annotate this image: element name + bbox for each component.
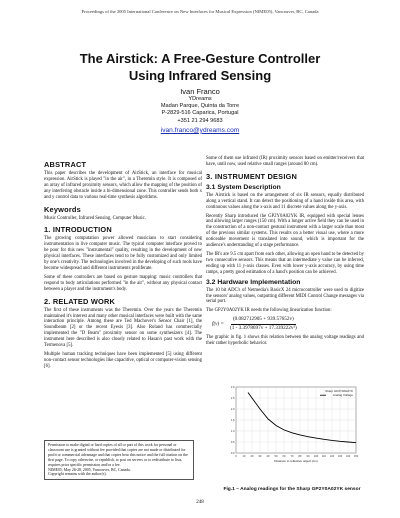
introduction-paragraph-1: The growing computation power allowed musicians to start considering instrumentation in live computer music. The typical computer interface proved to be poor for this new "instrumental" quality, resulting in the development of new physical interfaces. These interfaces tend to be fully customized and only limited by one's creativity. The technologies involved in the developing of such tools have become widespread and different instruments proliferate. [44, 236, 202, 271]
formula-fraction [228, 317, 299, 332]
introduction-paragraph-2: Some of these controllers are based on gesture mapping: music controllers that respond to body articulations performed "in the air", without any physical contact between a player and the instrument's body. [44, 274, 202, 292]
hardware-heading: 3.2 Hardware Implementation [206, 278, 301, 286]
chart-legend-series: Analog Voltage [332, 393, 353, 398]
related-work-paragraph-2: Multiple human tracking techniques have been implemented [5] using different non-contact sensor technologies like capacitive, optical or computer-vision sensing [6]. [44, 351, 202, 369]
chart-x-tick-label: 70 [290, 455, 294, 458]
hardware-paragraph-3: The graphic in fig. 1 shows this relation between the analog voltage readings and their rather hyperbolic behavior. [206, 335, 364, 346]
chart-x-tick-label: 80 [298, 455, 302, 458]
permission-text: Permission to make digital or hard copies of all or part of this work for personal or classroom use is granted without fee provided that copies are not made or distributed for profit or commercial advantage and that copies bear this notice and the full citation on the first page. To copy otherwise, or republish, to post on servers or to redistribute to lists, requires prior specific permission and/or a fee. [48, 443, 188, 467]
page-number: 248 [196, 500, 204, 505]
chart-y-tick-label: 2.5 [230, 397, 235, 400]
system-description-paragraph-2: Recently Sharp introduced the GP2Y0A02YK IR, equipped with special lenses and allowing larger ranges (150 cm). With a longer active field they can be used in the construction of a non-contact gestural instrument with a larger scale than most of the previous similar systems. This results on a better visual use, where a more noticeable movement is translated into sound, which is important for the audience's understanding of a stage performance. [206, 213, 364, 249]
linearization-formula [212, 317, 364, 332]
paper-title [0, 50, 400, 84]
conference-info: NIME05, May 26-28, 2005, Vancouver, BC, Canada. [48, 467, 131, 472]
right-intro-paragraph: Some of them use infrared (IR) proximity sensors based on emitter/receivers that have, until now, used relative small ranges (around 80 cm). [206, 156, 364, 167]
author-name: Ivan Franco [180, 87, 220, 96]
keywords-text: Music Controller, Infrared Sensing, Computer Music. [44, 215, 146, 221]
formula-numerator: (0.082712905 + 939.57652v) [231, 317, 296, 325]
chart-x-tick-label: 100 [313, 455, 319, 458]
chart-y-tick-label: 2.0 [230, 408, 235, 411]
system-description-heading: 3.1 System Description [206, 183, 281, 191]
chart-x-tick-label: 120 [329, 455, 335, 458]
keywords-heading: Keywords [44, 204, 81, 214]
author-block [0, 87, 400, 135]
system-description-paragraph-3: The IR's are 9.5 cm apart from each other, allowing an open hand to be detected by two consecutive sensors. This means that an intermediate y value can be inferred, ending up with 11 y-axis classes. Even with lower y-axis accuracy, by using time ramps, a pretty good estimation of a hand's position can be achieved. [206, 251, 364, 275]
instrument-design-heading: 3. INSTRUMENT DESIGN [206, 171, 298, 181]
figure-caption: Fig.1 – Analog readings for the Sharp GP2Y0A02YK sensor [223, 487, 361, 492]
chart-y-tick-label: 0.0 [230, 452, 235, 455]
abstract-heading: ABSTRACT [44, 160, 87, 169]
copyright-note: Copyright remains with the author(s). [48, 472, 107, 477]
chart-y-tick-label: 3.0 [230, 386, 235, 389]
left-column [44, 156, 202, 373]
chart-x-tick-label: 30 [258, 455, 262, 458]
formula-denominator: (1 - 3.3978697v + 17.339222v²) [230, 325, 297, 332]
introduction-heading: 1. INTRODUCTION [44, 225, 112, 235]
hardware-paragraph-2: The GP2Y0A02YK IR needs the following linearization function: [206, 308, 332, 314]
right-column [206, 156, 364, 350]
chart-x-tick-label: 130 [337, 455, 343, 458]
chart-x-tick-label: 140 [345, 455, 351, 458]
sensor-chart [222, 383, 360, 465]
chart-x-tick-label: 150 [353, 455, 359, 458]
author-org: YDreams [188, 96, 212, 102]
permission-notice [44, 440, 194, 480]
sensor-chart-svg [222, 383, 360, 465]
formula-lhs: f(v) = [212, 320, 224, 327]
related-work-paragraph-1: The first of these instruments was the Theremin. Over the years the Theremin maintained it's interest and many other musical interfaces were built with the same interaction principle. Among these are Ted Machover's Sensor Chair [1], the Soundbeam [2] or the recent Eyesis [3]. Also Roland has commercially implemented the "D Beam" proximity sensor on some synthesizers [4]. The instrument here described is also closely related to Hasan's past work with the Termenova [5]. [44, 307, 202, 349]
hardware-paragraph-1: The 10 bit ADC's of Netmedia's BasicX 24 microcontroller were used to digitize the sensors' analog values, outputting different MIDI Control Change messages via serial port. [206, 287, 364, 305]
chart-legend-title: Sharp GP2Y0A02YK [325, 389, 353, 393]
title-line-2: Using Infrared Sensing [128, 68, 272, 83]
chart-x-tick-label: 90 [306, 455, 310, 458]
chart-y-tick-label: 0.5 [230, 441, 235, 444]
author-address-2: P-2829-516 Caparica, Portugal [161, 110, 239, 117]
chart-y-tick-label: 1.5 [230, 419, 235, 422]
chart-x-tick-label: 40 [266, 455, 270, 458]
author-address-1: Madan Parque, Quinta da Torre [160, 103, 240, 110]
abstract-text: This paper describes the development of AirStick, an interface for musical expression. AirStick is played "in the air", in a Theremin style. It is composed of an array of infrared proximity sensors, which allow the mapping of the position of any interfering obstacle inside a bi-dimensional zone. This controller sends both x and y control data to various real-time synthesis algorithms. [44, 171, 202, 200]
author-email-link[interactable]: ivan.franco@ydreams.com [160, 126, 240, 134]
chart-y-tick-label: 1.0 [230, 430, 235, 433]
chart-x-tick-label: 50 [274, 455, 278, 458]
chart-x-tick-label: 60 [282, 455, 286, 458]
chart-x-tick-label: 110 [321, 455, 327, 458]
proceedings-header: Proceedings of the 2005 International Conference on New Interfaces for Musical Expression (NIME05), Vancouver, BC, Canada [81, 9, 319, 14]
author-phone: +351 21 294 9683 [177, 117, 223, 124]
title-line-1: The Airstick: A Free-Gesture Controller [79, 51, 321, 66]
related-work-heading: 2. RELATED WORK [44, 296, 116, 306]
chart-x-tick-label: 0 [235, 455, 237, 458]
chart-x-tick-label: 10 [242, 455, 246, 458]
system-description-paragraph-1: The Airstick is based on the arrangement of six IR sensors, equally distributed along a vertical stand. It can detect the positioning of a hand inside this area, with continuous values along the x-axis and 11 discrete values along the y-axis. [206, 192, 364, 210]
chart-x-tick-label: 20 [250, 455, 254, 458]
chart-x-axis-label: Distance to reflective object (cm) [274, 459, 318, 463]
